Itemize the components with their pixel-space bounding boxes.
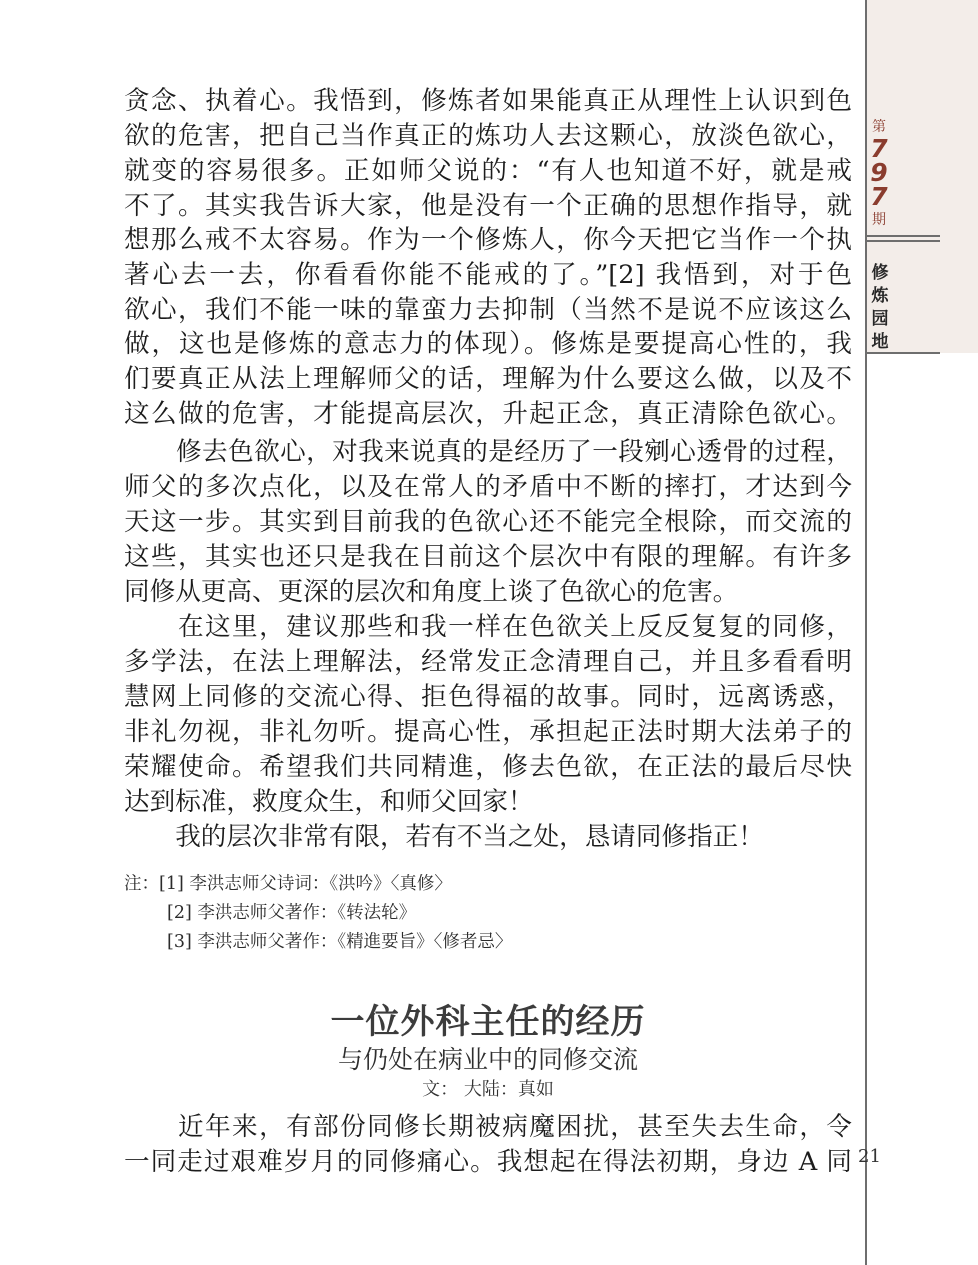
body-line: 修去色欲心，对我来说真的是经历了一段剜心透骨的过程，: [124, 437, 852, 467]
body-line: 在这里，建议那些和我一样在色欲关上反反复复的同修，: [124, 612, 852, 642]
issue-digit: 9: [870, 158, 888, 187]
body-line: 就变的容易很多。正如师父说的：“有人也知道不好，就是戒: [124, 156, 852, 186]
issue-digit: 7: [870, 134, 888, 163]
body-line: 这些，其实也还只是我在目前这个层次中有限的理解。有许多: [124, 542, 852, 572]
issue-suffix: 期: [872, 212, 886, 228]
body-line: 想那么戒不太容易。作为一个修炼人，你今天把它当作一个执: [124, 225, 852, 255]
body-line: 多学法，在法上理解法，经常发正念清理自己，并且多看看明: [124, 647, 852, 677]
body-line: 我的层次非常有限，若有不当之处，恳请同修指正！: [124, 822, 764, 852]
body-line: 著心去一去，你看看你能不能戒的了。”[2] 我悟到，对于色: [124, 260, 852, 290]
page-number: 21: [858, 1146, 881, 1167]
body-line: 天这一步。其实到目前我的色欲心还不能完全根除，而交流的: [124, 507, 852, 537]
body-line: 不了。其实我告诉大家，他是没有一个正确的思想作指导，就: [124, 191, 852, 221]
body-line: 荣耀使命。希望我们共同精進，修去色欲，在正法的最后尽快: [124, 752, 852, 782]
footnote-row: [124, 870, 852, 899]
body-line: 慧网上同修的交流心得、拒色得福的故事。同时，远离诱惑，: [124, 682, 852, 712]
footnote-label: 注：: [124, 874, 159, 894]
body-line: 们要真正从法上理解师父的话，理解为什么要这么做，以及不: [124, 364, 852, 394]
section-char: 修: [871, 263, 889, 283]
section-char: 园: [871, 309, 889, 329]
body-line: 做，这也是修炼的意志力的体现）。修炼是要提高心性的，我: [124, 329, 852, 359]
article-subtitle: 与仍处在病业中的同修交流: [337, 1045, 638, 1074]
issue-prefix: 第: [872, 119, 886, 135]
body-line: 这么做的危害，才能提高层次，升起正念，真正清除色欲心。: [124, 399, 852, 429]
footnote-item: [3] 李洪志师父著作：《精進要旨》〈修者忌〉: [167, 932, 513, 952]
issue-digit: 7: [870, 182, 888, 211]
article-line: 一同走过艰难岁月的同修痛心。我想起在得法初期，身边 A 同: [124, 1147, 852, 1177]
body-line: 达到标准，救度众生，和师父回家！: [124, 787, 534, 817]
body-line: 欲心，我们不能一味的靠蛮力去抑制（当然不是说不应该这么: [124, 295, 852, 325]
section-char: 地: [871, 332, 889, 352]
body-line: 贪念、执着心。我悟到，修炼者如果能真正从理性上认识到色: [124, 86, 852, 116]
footnote-item: [2] 李洪志师父著作：《转法轮》: [167, 903, 417, 923]
body-line: 同修从更高、更深的层次和角度上谈了色欲心的危害。: [124, 577, 739, 607]
article-line: 近年来，有部份同修长期被病魔困扰，甚至失去生命，令: [124, 1112, 852, 1142]
footnote-row: [124, 928, 852, 957]
footnotes: [124, 870, 852, 957]
body-line: 欲的危害，把自己当作真正的炼功人去这颗心，放淡色欲心，: [124, 121, 852, 151]
footnote-row: [124, 899, 852, 928]
section-char: 炼: [871, 286, 889, 306]
body-line: 非礼勿视，非礼勿听。提高心性，承担起正法时期大法弟子的: [124, 717, 852, 747]
body-line: 师父的多次点化，以及在常人的矛盾中不断的摔打，才达到今: [124, 472, 852, 502]
sidebar-double-rule-top: [867, 235, 940, 237]
section-title: [870, 262, 890, 354]
sidebar-double-rule-bottom: [867, 240, 940, 242]
issue-number: [866, 120, 892, 230]
footnote-item: [1] 李洪志师父诗词：《洪吟》〈真修〉: [159, 874, 452, 894]
article-title: 一位外科主任的经历: [330, 1002, 646, 1042]
article-byline: 文： 大陆：真如: [422, 1079, 554, 1100]
